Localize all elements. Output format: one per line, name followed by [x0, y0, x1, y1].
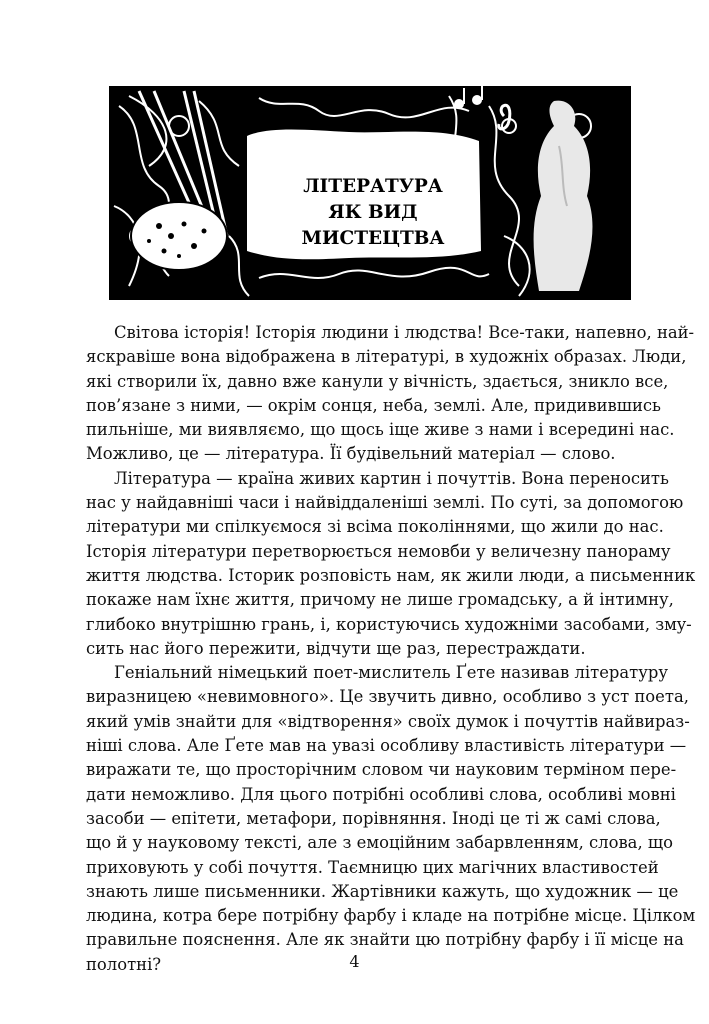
- page-number: 4: [349, 952, 360, 971]
- text-line: покаже нам їхнє життя, причому не лише громадську, а й інтимну,: [86, 590, 674, 610]
- text-line: який умів знайти для «відтворення» своїх думок і почуттів найвираз-: [86, 711, 690, 731]
- text-line: пов’язане з ними, — окрім сонця, неба, землі. Але, придивившись: [86, 395, 661, 415]
- text-line: засоби — епітети, метафори, порівняння. Іноді це ті ж самі слова,: [86, 808, 661, 828]
- text-line: Можливо, це — література. Її будівельний матеріал — слово.: [86, 444, 616, 464]
- chapter-title-line-2: ЯК ВИД МИСТЕЦТВА: [301, 202, 445, 249]
- text-line: глибоко внутрішню грань, і, користуючись художніми засобами, змy-: [86, 614, 692, 634]
- body-text: [86, 321, 696, 977]
- text-line: Література — країна живих картин і почуттів. Вона переносить: [114, 468, 669, 488]
- text-line: знають лише письменники. Жартівники кажуть, що художник — це: [86, 881, 679, 901]
- text-line: виражати те, що просторічним словом чи науковим терміном пере-: [86, 760, 677, 780]
- chapter-banner-illustration: [109, 86, 631, 300]
- text-line: літератури ми спілкуємося зі всіма поколіннями, що жили до нас.: [86, 517, 664, 537]
- chapter-title-line-1: ЛІТЕРАТУРА: [303, 176, 443, 197]
- paragraph: [86, 321, 695, 467]
- text-line: ніші слова. Але Ґете мав на увазі особливу властивість літератури —: [86, 736, 687, 756]
- text-line: Геніальний німецький поет-мислитель Ґете називав літературу: [114, 663, 669, 683]
- paragraph: [86, 661, 696, 977]
- text-line: яскравіше вона відображена в літературі, в художніх образах. Люди,: [86, 347, 687, 367]
- text-line: що й у науковому тексті, але з емоційним забарвленням, слова, що: [86, 833, 673, 853]
- text-line: полотні?: [86, 954, 162, 974]
- text-line: які створили їх, давно вже канули у вічність, здається, зникло все,: [86, 371, 669, 391]
- text-line: пильніше, ми виявляємо, що щось іще живе з нами і всередині нас.: [86, 420, 675, 440]
- text-line: Історія літератури перетворюється немовби у величезну панораму: [86, 541, 671, 561]
- text-line: виразницею «невимовного». Це звучить дивно, особливо з уст поета,: [86, 687, 689, 707]
- text-line: сить нас його пережити, відчути ще раз, перестраждати.: [86, 638, 586, 658]
- text-line: людина, котра бере потрібну фарбу і кладе на потрібне місце. Цілком: [86, 906, 696, 926]
- paragraph: [86, 467, 696, 661]
- text-line: життя людства. Історик розповість нам, як жили люди, а письменник: [86, 565, 696, 585]
- text-line: приховують у собі почуття. Таємницю цих магічних властивостей: [86, 857, 659, 877]
- chapter-title: [259, 174, 487, 252]
- text-line: нас у найдавніші часи і найвіддаленіші землі. По суті, за допомогою: [86, 493, 684, 513]
- text-line: правильне пояснення. Але як знайти цю потрібну фарбу і її місце на: [86, 930, 684, 950]
- text-line: дати неможливо. Для цього потрібні особливі слова, особливі мовні: [86, 784, 676, 804]
- text-line: Світова історія! Історія людини і людства! Все-таки, напевно, най-: [114, 323, 695, 342]
